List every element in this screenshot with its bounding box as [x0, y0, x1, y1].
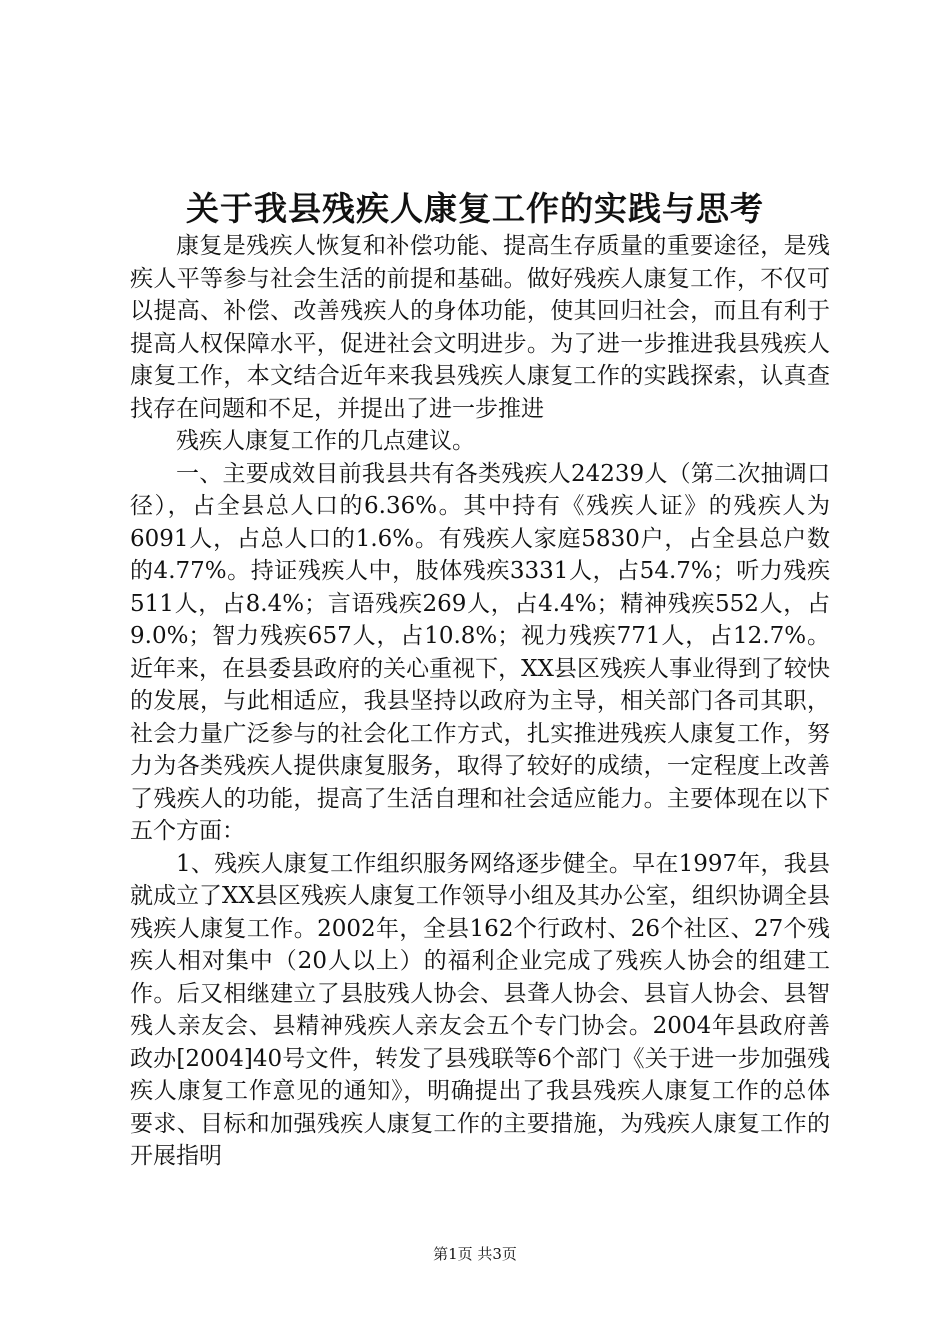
document-title: 关于我县残疾人康复工作的实践与思考 — [186, 189, 764, 228]
paragraph-intro: 康复是残疾人恢复和补偿功能、提高生存质量的重要途径，是残疾人平等参与社会生活的前提和基础。做好残疾人康复工作，不仅可以提高、补偿、改善残疾人的身体功能，使其回归社会，而且有利于提高人权保障水平，促进社会文明进步。为了进一步推进我县残疾人康复工作，本文结合近年来我县残疾人康复工作的实践探索，认真查找存在问题和不足，并提出了进一步推进 — [130, 233, 830, 422]
paragraph-suggestions: 残疾人康复工作的几点建议。 — [176, 428, 475, 454]
paragraph-main-results: 一、主要成效目前我县共有各类残疾人24239人（第二次抽调口径），占全县总人口的6.36%。其中持有《残疾人证》的残疾人为6091人，占总人口的1.6%。有残疾人家庭5830户，占全县总户数的4.77%。持证残疾人中，肢体残疾3331人，占54.7%；听力残疾511人，占8.4%；言语残疾269人，占4.4%；精神残疾552人，占9.0%；智力残疾657人，占10.8%；视力残疾771人，占12.7%。近年来，在县委县政府的关心重视下，XX县区残疾人事业得到了较快的发展，与此相适应，我县坚持以政府为主导，相关部门各司其职，社会力量广泛参与的社会化工作方式，扎实推进残疾人康复工作，努力为各类残疾人提供康复服务，取得了较好的成绩，一定程度上改善了残疾人的功能，提高了生活自理和社会适应能力。主要体现在以下五个方面： — [130, 460, 830, 844]
document-body — [130, 230, 830, 1173]
page-number-footer: 第1页 共3页 — [433, 1245, 517, 1263]
paragraph-service-network: 1、残疾人康复工作组织服务网络逐步健全。早在1997年，我县就成立了XX县区残疾人康复工作领导小组及其办公室，组织协调全县残疾人康复工作。2002年，全县162个行政村、26个社区、27个残疾人相对集中（20人以上）的福利企业完成了残疾人协会的组建工作。后又相继建立了县肢残人协会、县聋人协会、县盲人协会、县智残人亲友会、县精神残疾人亲友会五个专门协会。2004年县政府善政办[2004]40号文件，转发了县残联等6个部门《关于进一步加强残疾人康复工作意见的通知》，明确提出了我县残疾人康复工作的总体要求、目标和加强残疾人康复工作的主要措施，为残疾人康复工作的开展指明 — [130, 850, 830, 1169]
